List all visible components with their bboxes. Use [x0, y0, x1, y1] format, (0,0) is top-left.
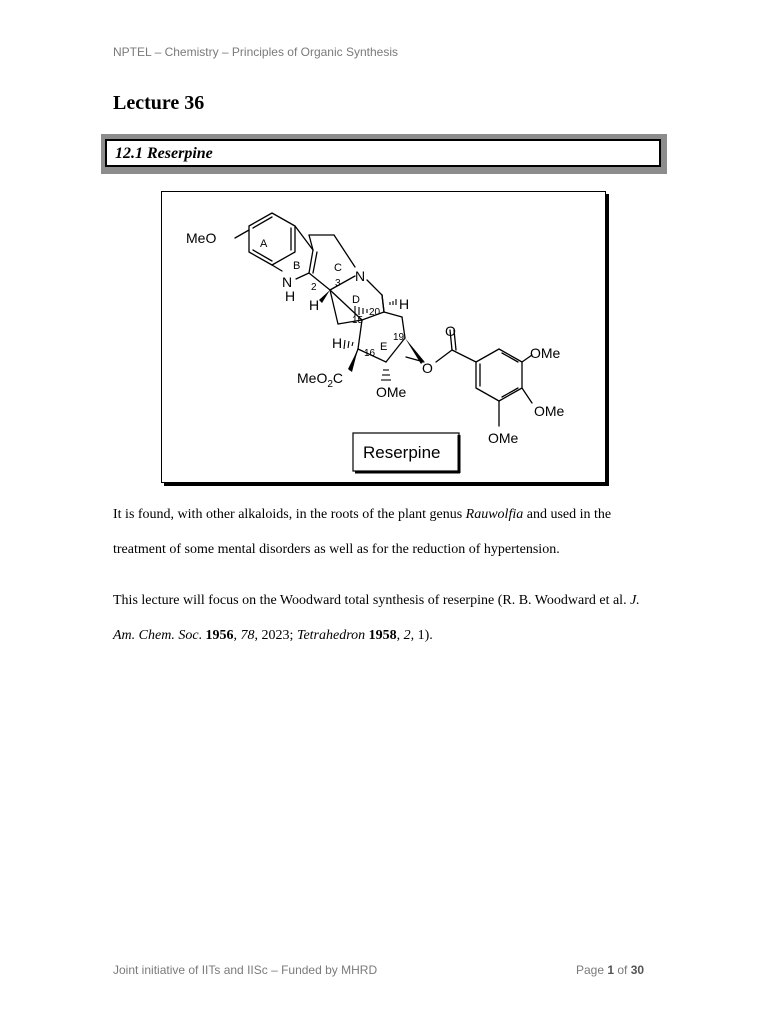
carbonyl-o-label: O: [445, 323, 456, 339]
footer-page-number: Page 1 of 30: [576, 963, 645, 977]
ring-c-label: C: [334, 262, 342, 274]
c3-label: 3: [335, 278, 341, 289]
ome-bottom-label: OMe: [488, 430, 519, 446]
document-header: NPTEL – Chemistry – Principles of Organic Synthesis: [113, 45, 398, 59]
nh-h-label: H: [285, 288, 296, 304]
journal-tetrahedron: Tetrahedron: [296, 628, 366, 643]
c19-label: 19: [393, 332, 405, 343]
ring-d-label: D: [352, 294, 360, 306]
h3-label: H: [309, 297, 320, 313]
ring-a-bonds: [249, 213, 295, 265]
ring-a-label: A: [260, 238, 268, 250]
genus-name: Rauwolfia: [465, 507, 524, 522]
c16-label: 16: [364, 348, 376, 359]
footer-funding: Joint initiative of IITs and IISc – Funded by MHRD: [113, 963, 378, 977]
meo-left-label: MeO: [186, 230, 217, 246]
ring-b-label: B: [293, 260, 301, 272]
lecture-title: Lecture 36: [113, 92, 205, 114]
h3-wedge: [319, 290, 330, 303]
c20-label: 20: [369, 307, 381, 318]
meo2c-label: MeO$_2$C: [297, 370, 344, 390]
h15-label: H: [332, 335, 343, 351]
c2-label: 2: [311, 282, 317, 293]
reserpine-structure-drawing: [162, 192, 607, 484]
ester-wedge: [348, 349, 358, 372]
section-heading: 12.1 Reserpine: [105, 139, 661, 167]
ome-mid-label: OMe: [534, 403, 565, 419]
ome-top-label: OMe: [530, 345, 561, 361]
paragraph-occurrence: It is found, with other alkaloids, in the roots of the plant genus Rauwolfia and used in the treatment of some mental disorders as well as for the reduction of hypertension.: [113, 507, 612, 557]
reserpine-structure-figure: [161, 191, 606, 483]
ring-e-ome-label: OMe: [376, 384, 407, 400]
n-atom-label: N: [355, 268, 366, 284]
ester-o-label: O: [422, 360, 433, 376]
paragraph-synthesis-reference: This lecture will focus on the Woodward total synthesis of reserpine (R. B. Woodward et al. J. Am. Chem. Soc. 1956, 78, 2023; Tetrahedron 1958, 2, 1).: [113, 593, 640, 643]
c15-label: 15: [352, 315, 364, 326]
journal-jacs: J. Am. Chem. Soc: [113, 593, 640, 643]
compound-name-label: Reserpine: [363, 443, 441, 462]
nh-n-label: N: [282, 274, 293, 290]
h20-label: H: [399, 296, 410, 312]
ring-e-label: E: [380, 341, 388, 353]
